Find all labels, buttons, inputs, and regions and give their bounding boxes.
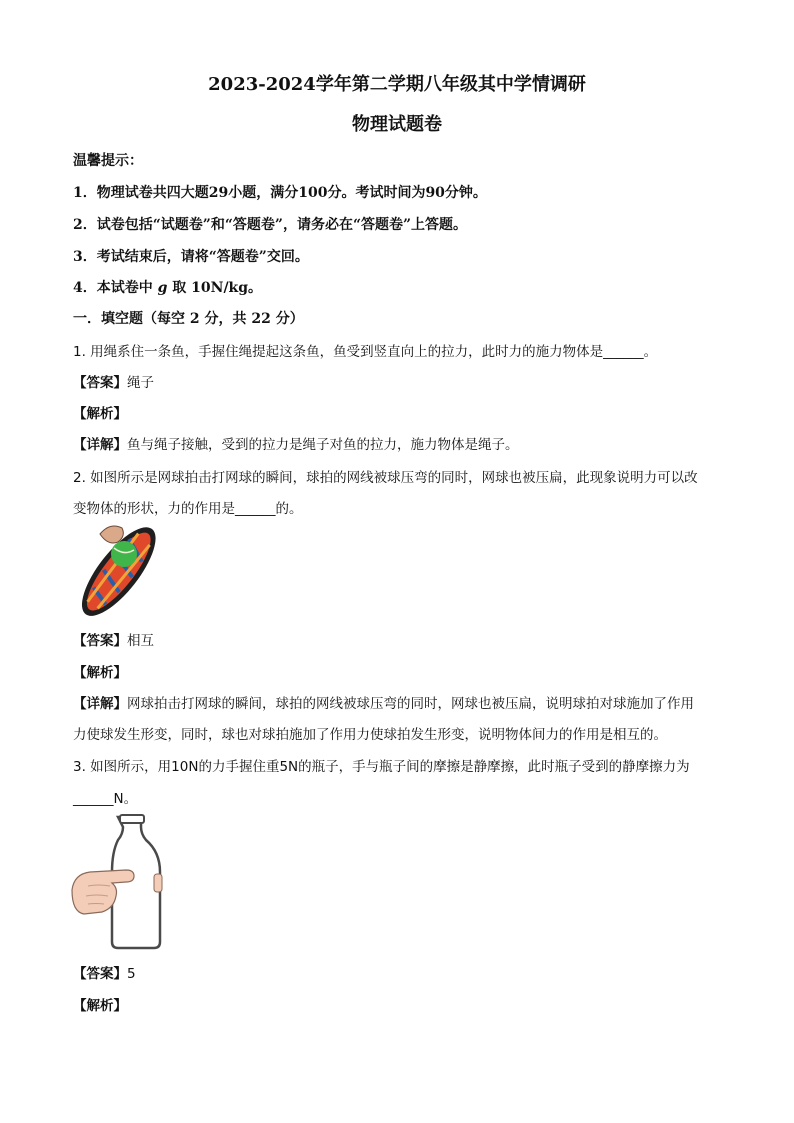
section-heading: 一．填空题（每空 2 分，共 22 分）	[73, 311, 304, 327]
tip-item-4-var: g	[157, 280, 168, 296]
analysis-label: 【解析】	[73, 998, 127, 1014]
tip-item-4-post: 取 10N/kg。	[167, 280, 263, 296]
question-2-detail-line1	[73, 692, 694, 712]
question-3-analysis	[73, 994, 127, 1014]
page-title: 2023-2024学年第二学期八年级其中学情调研	[208, 74, 586, 95]
question-2-detail-line2: 力使球发生形变，同时，球也对球拍施加了作用力使球拍发生形变，说明物体间力的作用是相互的。	[73, 727, 667, 743]
tips-heading: 温馨提示：	[73, 153, 143, 169]
tennis-racket-figure	[70, 520, 170, 620]
question-1-analysis	[73, 402, 127, 422]
question-3-text-line2: ______N。	[73, 791, 138, 807]
analysis-label: 【解析】	[73, 406, 127, 422]
tip-item-4-pre: 4．本试卷中	[73, 280, 158, 296]
question-3-answer	[73, 962, 136, 982]
question-2-text-line2: 变物体的形状，力的作用是______的。	[73, 501, 303, 517]
tip-item-4	[73, 277, 262, 297]
bottle-hand-figure	[68, 812, 168, 952]
tip-item-2: 2．试卷包括“试题卷”和“答题卷”，请务必在“答题卷”上答题。	[73, 217, 468, 233]
tip-item-1: 1．物理试卷共四大题29小题，满分100分。考试时间为90分钟。	[73, 185, 487, 201]
answer-label: 【答案】	[73, 375, 127, 391]
answer-value: 相互	[127, 633, 154, 649]
analysis-label: 【解析】	[73, 665, 127, 681]
detail-label: 【详解】	[73, 696, 127, 712]
question-2-analysis	[73, 661, 127, 681]
answer-label: 【答案】	[73, 966, 127, 982]
question-1-answer	[73, 371, 154, 391]
detail-label: 【详解】	[73, 437, 127, 453]
question-3-text-line1: 3. 如图所示，用10N的力手握住重5N的瓶子，手与瓶子间的摩擦是静摩擦，此时瓶子受到的静摩擦力为	[73, 759, 690, 775]
question-1-detail	[73, 433, 519, 453]
question-2-text-line1: 2. 如图所示是网球拍击打网球的瞬间，球拍的网线被球压弯的同时，网球也被压扁，此现象说明力可以改	[73, 470, 698, 486]
answer-value: 绳子	[127, 375, 154, 391]
answer-value: 5	[127, 966, 136, 982]
answer-label: 【答案】	[73, 633, 127, 649]
tip-item-3: 3．考试结束后，请将“答题卷”交回。	[73, 249, 309, 265]
detail-text: 网球拍击打网球的瞬间，球拍的网线被球压弯的同时，网球也被压扁，说明球拍对球施加了作用	[127, 696, 694, 712]
question-2-answer	[73, 629, 154, 649]
detail-text: 鱼与绳子接触，受到的拉力是绳子对鱼的拉力，施力物体是绳子。	[127, 437, 519, 453]
page-subtitle: 物理试题卷	[352, 114, 442, 135]
question-1-text: 1. 用绳系住一条鱼，手握住绳提起这条鱼，鱼受到竖直向上的拉力，此时力的施力物体是______。	[73, 344, 658, 360]
